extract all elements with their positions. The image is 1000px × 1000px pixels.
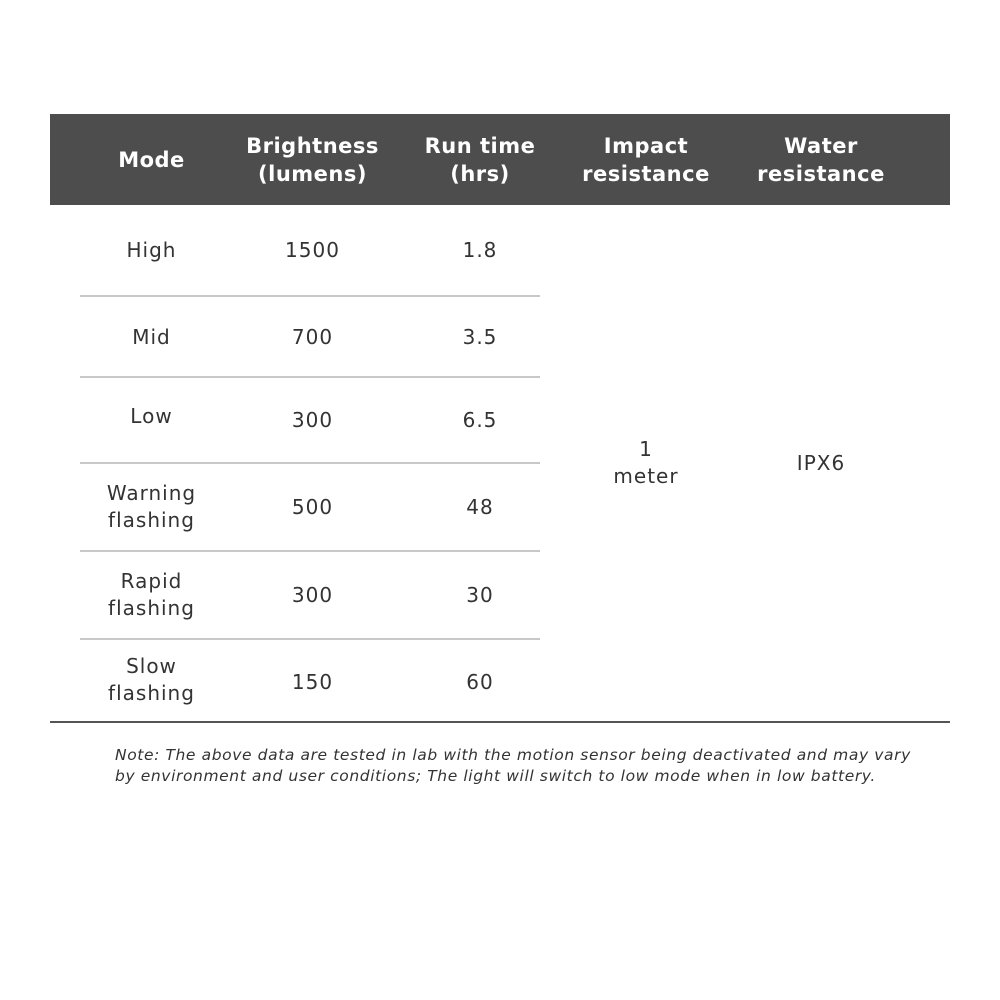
cell-runtime-high: 1.8: [462, 237, 498, 262]
cell-water-resistance: IPX6: [796, 450, 846, 475]
cell-brightness-low: 300: [291, 407, 334, 432]
cell-brightness-rapid-flashing: 300: [291, 582, 334, 607]
cell-brightness-warning-flashing: 500: [291, 494, 334, 519]
header-brightness: Brightness (lumens): [246, 133, 379, 186]
header-run-time: Run time (hrs): [424, 133, 536, 186]
cell-runtime-rapid-flashing: 30: [466, 582, 494, 607]
header-mode: Mode: [118, 147, 185, 172]
cell-mode-low: Low: [130, 403, 173, 428]
cell-brightness-slow-flashing: 150: [291, 669, 334, 694]
cell-brightness-high: 1500: [285, 237, 340, 262]
cell-mode-high: High: [126, 237, 177, 262]
cell-runtime-mid: 3.5: [462, 324, 498, 349]
table-bottom-rule: [50, 721, 950, 723]
cell-mode-warning-flashing: Warning flashing: [106, 481, 197, 532]
header-impact-resistance: Impact resistance: [582, 133, 710, 186]
header-water-resistance: Water resistance: [757, 133, 885, 186]
cell-runtime-warning-flashing: 48: [466, 494, 494, 519]
table-header: [50, 114, 950, 205]
cell-brightness-mid: 700: [291, 324, 334, 349]
footnote: Note: The above data are tested in lab with the motion sensor being deactivated and may vary by environment and user conditions; The light will switch to low mode when in low battery.: [115, 746, 911, 785]
cell-runtime-slow-flashing: 60: [466, 669, 494, 694]
cell-mode-mid: Mid: [132, 324, 171, 349]
cell-runtime-low: 6.5: [462, 407, 498, 432]
cell-mode-slow-flashing: Slow flashing: [108, 654, 195, 705]
cell-impact-resistance: 1 meter: [613, 437, 679, 488]
cell-mode-rapid-flashing: Rapid flashing: [108, 569, 195, 620]
